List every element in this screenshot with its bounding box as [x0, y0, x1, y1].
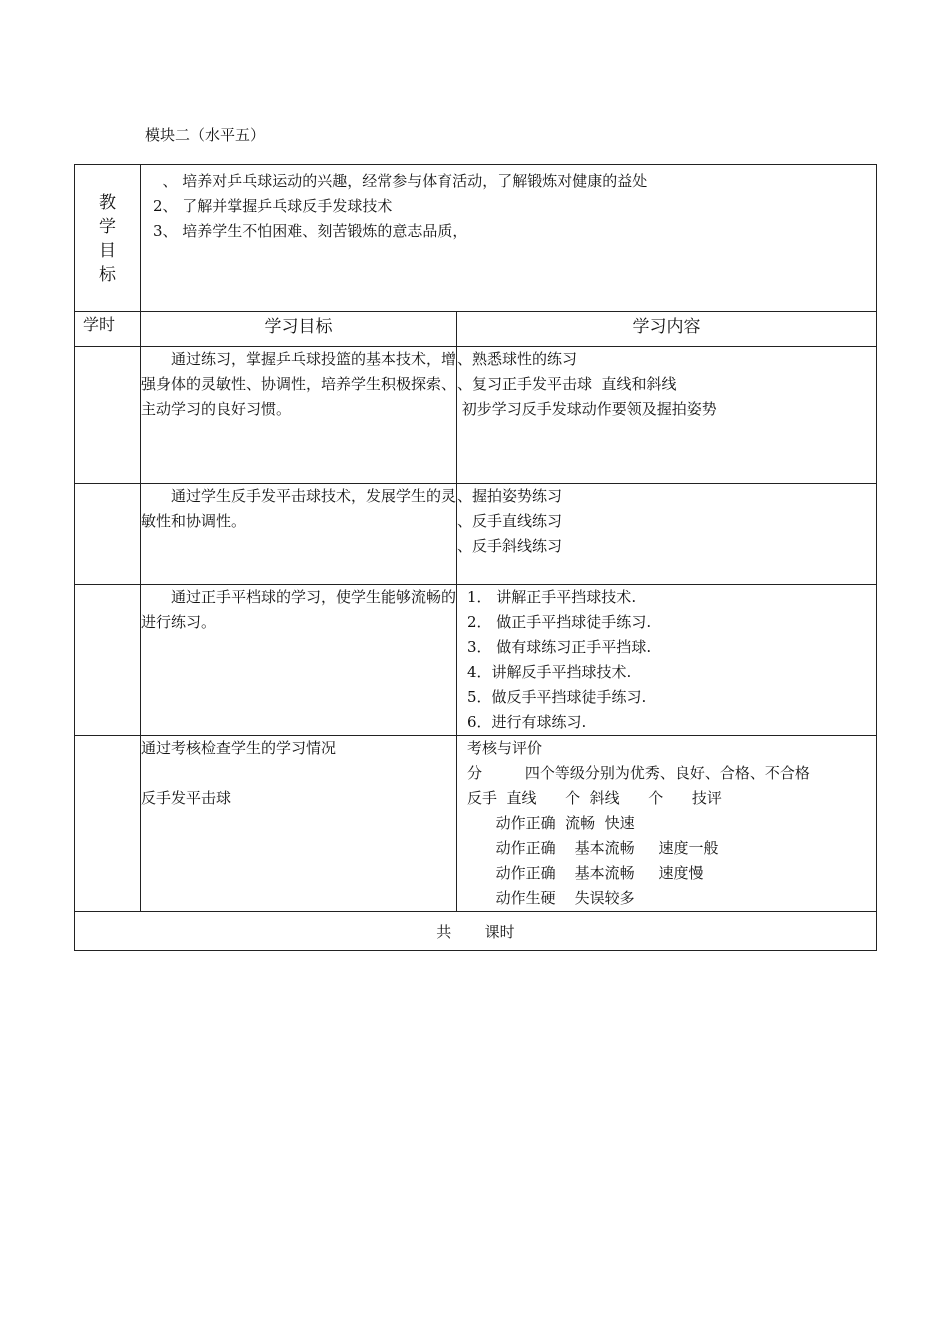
content-line: 1． 讲解正手平挡球技术. [467, 588, 637, 606]
content-line: 、熟悉球性的练习 [457, 350, 578, 368]
header-objectives: 学习目标 [141, 312, 457, 347]
header-hours: 学时 [75, 312, 141, 347]
content-line: 、反手直线练习 [457, 512, 563, 530]
content-line: 5．做反手平挡球徒手练习. [467, 688, 647, 706]
objective-line [141, 761, 456, 786]
table-row [75, 736, 877, 912]
goal-label-char: 目 [99, 241, 116, 261]
goal-label-char: 标 [99, 265, 116, 285]
hours-cell [75, 736, 141, 912]
content-line: 、复习正手发平击球 直线和斜线 [457, 375, 677, 393]
goal-label-char: 学 [99, 217, 116, 237]
content-cell [457, 736, 877, 912]
objective-cell [141, 736, 457, 912]
content-line: 分 四个等级分别为优秀、良好、合格、不合格 [467, 764, 810, 782]
content-line: 考核与评价 [467, 739, 543, 757]
objective-line: 通过考核检查学生的学习情况 [141, 739, 337, 757]
total-hours: 共 课时 [75, 912, 877, 951]
module-title: 模块二（水平五） [145, 126, 266, 144]
content-line: 初步学习反手发球动作要领及握拍姿势 [457, 400, 717, 418]
content-line: 、反手斜线练习 [457, 537, 563, 555]
table-header-row [75, 312, 877, 347]
content-line: 2． 做正手平挡球徒手练习. [467, 613, 652, 631]
content-line: 动作正确 流畅 快速 [467, 814, 635, 832]
objective-line: 反手发平击球 [141, 789, 232, 807]
teaching-goals-row [75, 165, 877, 312]
content-cell [457, 347, 877, 484]
lesson-plan-table [74, 164, 877, 951]
goal-line: 2、 了解并掌握乒乓球反手发球技术 [153, 197, 393, 215]
objective-cell [141, 347, 457, 484]
goal-line: 、 培养对乒乓球运动的兴趣，经常参与体育活动，了解锻炼对健康的益处 [153, 172, 648, 190]
hours-cell [75, 347, 141, 484]
content-line: 4．讲解反手平挡球技术. [467, 663, 632, 681]
goal-line: 3、 培养学生不怕困难、刻苦锻炼的意志品质， [153, 222, 468, 240]
teaching-goals-label [75, 165, 141, 312]
content-cell [457, 585, 877, 736]
hours-cell [75, 585, 141, 736]
content-line: 6．进行有球练习. [467, 713, 587, 731]
goal-label-char: 教 [99, 193, 116, 213]
content-line: 3． 做有球练习正手平挡球. [467, 638, 652, 656]
table-row [75, 585, 877, 736]
objective-text: 通过正手平档球的学习，使学生能够流畅的进行练习。 [141, 588, 457, 631]
objective-text: 通过学生反手发平击球技术，发展学生的灵敏性和协调性。 [141, 487, 457, 530]
objective-text: 通过练习，掌握乒乓球投篮的基本技术，增强身体的灵敏性、协调性，培养学生积极探索、主动学习的良好习惯。 [141, 350, 457, 418]
header-content: 学习内容 [457, 312, 877, 347]
table-row [75, 347, 877, 484]
table-row [75, 484, 877, 585]
hours-cell [75, 484, 141, 585]
content-line: 、握拍姿势练习 [457, 487, 563, 505]
content-line: 动作生硬 失误较多 [467, 889, 635, 907]
objective-cell [141, 585, 457, 736]
objective-cell [141, 484, 457, 585]
content-line: 动作正确 基本流畅 速度慢 [467, 864, 704, 882]
content-line: 动作正确 基本流畅 速度一般 [467, 839, 719, 857]
total-row [75, 912, 877, 951]
teaching-goals-content [141, 165, 877, 312]
content-line: 反手 直线 个 斜线 个 技评 [467, 789, 722, 807]
content-cell [457, 484, 877, 585]
